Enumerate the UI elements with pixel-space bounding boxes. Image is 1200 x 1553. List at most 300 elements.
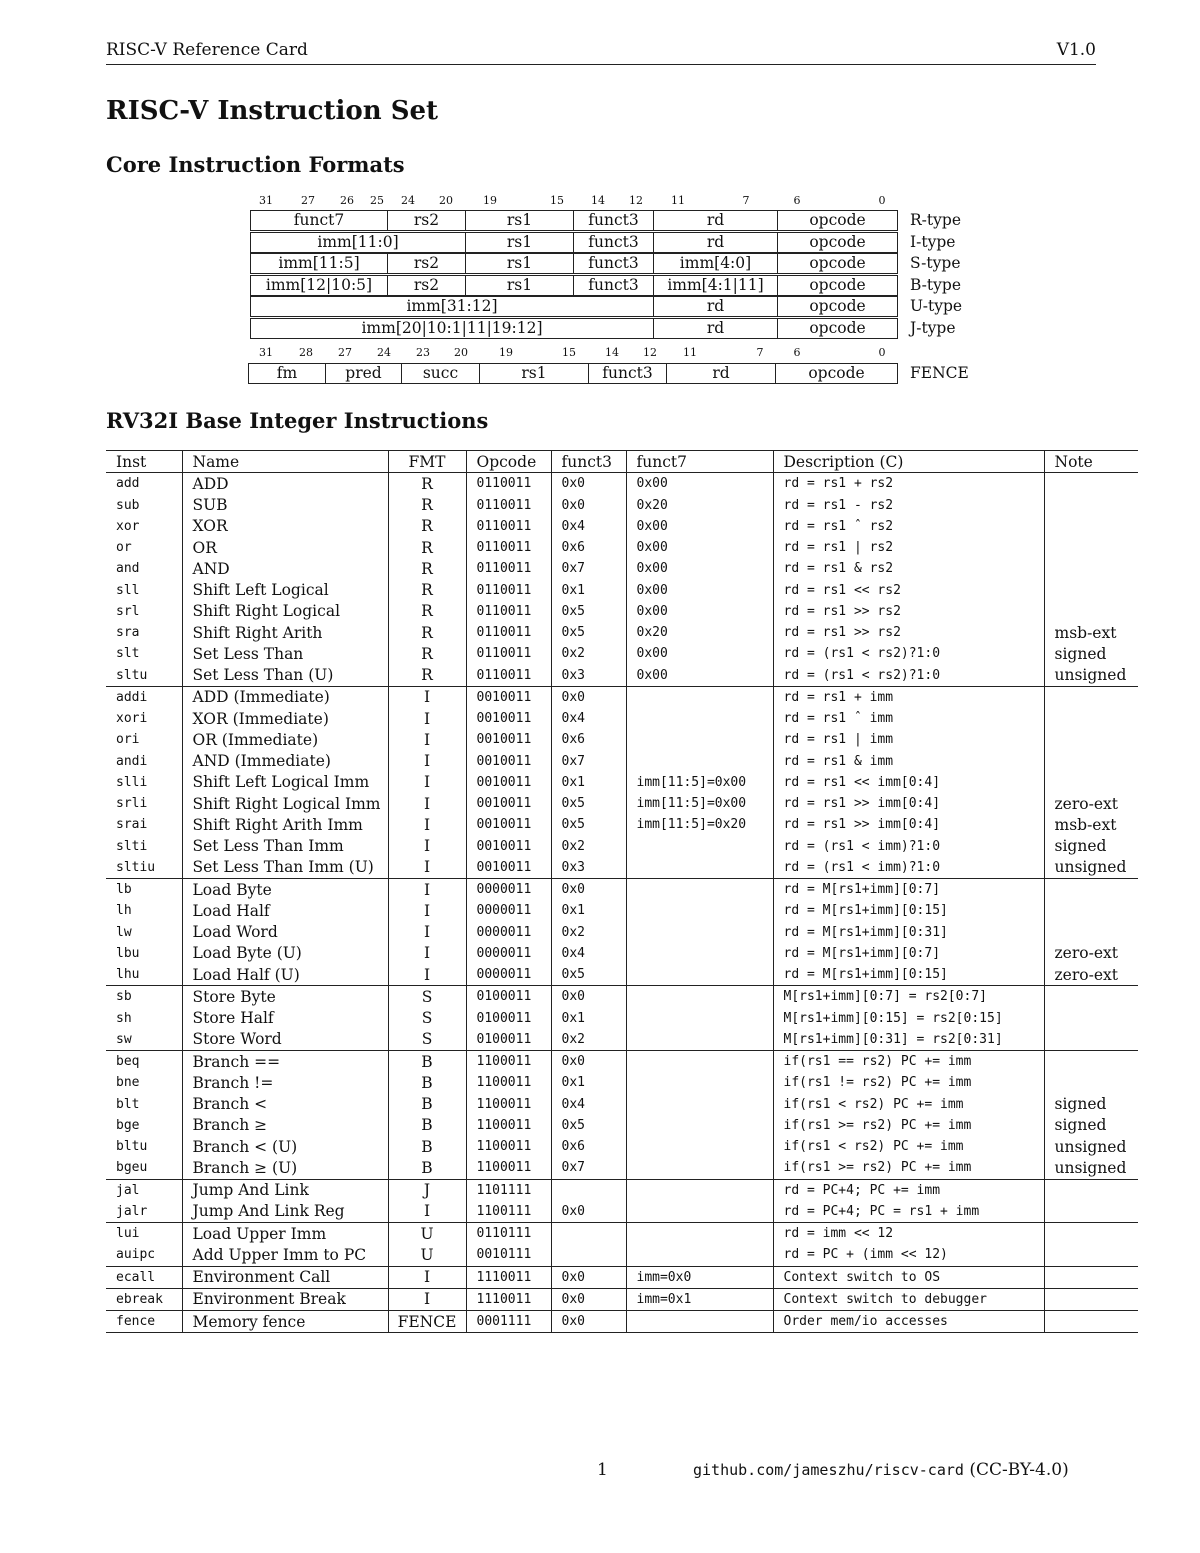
cell-f7 bbox=[626, 729, 773, 750]
cell-op: 0010011 bbox=[466, 857, 551, 879]
cell-name: Shift Right Logical Imm bbox=[182, 793, 388, 814]
cell-f7 bbox=[626, 836, 773, 857]
cell-desc: rd = rs1 >> imm[0:4] bbox=[773, 793, 1044, 814]
header-title: RISC-V Reference Card bbox=[106, 40, 308, 60]
cell-name: ADD bbox=[182, 473, 388, 495]
cell-f7: 0x00 bbox=[626, 558, 773, 579]
cell-f3: 0x1 bbox=[551, 1008, 626, 1029]
cell-note: msb-ext bbox=[1044, 622, 1138, 643]
cell-fmt: I bbox=[388, 1201, 466, 1223]
cell-name: Branch != bbox=[182, 1072, 388, 1093]
table-row bbox=[106, 1072, 1138, 1093]
cell-desc: rd = (rs1 < rs2)?1:0 bbox=[773, 665, 1044, 687]
cell-desc: M[rs1+imm][0:7] = rs2[0:7] bbox=[773, 986, 1044, 1008]
cell-note: unsigned bbox=[1044, 857, 1138, 879]
cell-f7: 0x00 bbox=[626, 516, 773, 537]
bit-label: 6 bbox=[793, 346, 801, 359]
cell-desc: rd = imm << 12 bbox=[773, 1223, 1044, 1245]
format-row-i-type bbox=[250, 232, 897, 253]
bit-label: 24 bbox=[401, 194, 415, 207]
cell-name: Store Byte bbox=[182, 986, 388, 1008]
cell-name: Load Upper Imm bbox=[182, 1223, 388, 1245]
cell-inst: srai bbox=[116, 817, 148, 833]
bit-labels-fence bbox=[0, 346, 1200, 362]
format-field: rs1 bbox=[465, 232, 574, 253]
format-row-s-type bbox=[250, 253, 897, 274]
cell-inst: sltu bbox=[116, 667, 148, 683]
cell-note bbox=[1044, 1244, 1138, 1266]
cell-f3: 0x7 bbox=[551, 1157, 626, 1179]
cell-f3: 0x2 bbox=[551, 836, 626, 857]
table-row bbox=[106, 708, 1138, 729]
table-row bbox=[106, 495, 1138, 516]
cell-inst: fence bbox=[106, 1311, 182, 1333]
cell-op: 0110011 bbox=[466, 622, 551, 643]
table-row bbox=[106, 879, 1138, 901]
cell-op: 0000011 bbox=[466, 879, 551, 901]
fence-format-label: FENCE bbox=[910, 364, 969, 382]
cell-fmt: I bbox=[388, 814, 466, 835]
cell-desc: rd = rs1 ˆ imm bbox=[773, 708, 1044, 729]
cell-fmt: S bbox=[388, 986, 466, 1008]
bit-label: 19 bbox=[483, 194, 497, 207]
cell-f7: 0x00 bbox=[626, 580, 773, 601]
cell-inst: and bbox=[116, 561, 140, 577]
cell-note: unsigned bbox=[1044, 1136, 1138, 1157]
bit-label: 7 bbox=[742, 194, 750, 207]
cell-desc: rd = rs1 & imm bbox=[773, 751, 1044, 772]
cell-op: 0110011 bbox=[466, 580, 551, 601]
cell-note bbox=[1044, 1051, 1138, 1073]
table-row bbox=[106, 622, 1138, 643]
cell-inst: srli bbox=[116, 796, 148, 812]
cell-f3: 0x3 bbox=[551, 857, 626, 879]
cell-fmt: B bbox=[388, 1094, 466, 1115]
cell-f3 bbox=[551, 1179, 626, 1201]
column-header-f7: funct7 bbox=[626, 451, 773, 473]
cell-desc: rd = rs1 + rs2 bbox=[773, 473, 1044, 495]
cell-name: OR bbox=[182, 537, 388, 558]
cell-note bbox=[1044, 900, 1138, 921]
cell-note bbox=[1044, 1072, 1138, 1093]
cell-note: signed bbox=[1044, 836, 1138, 857]
cell-op: 0000011 bbox=[466, 900, 551, 921]
cell-desc: rd = rs1 >> rs2 bbox=[773, 601, 1044, 622]
footer-url: github.com/jameszhu/riscv-card bbox=[693, 1461, 964, 1479]
table-row bbox=[106, 1008, 1138, 1029]
cell-f7 bbox=[626, 986, 773, 1008]
column-header-inst: Inst bbox=[106, 451, 182, 473]
cell-name: Load Byte bbox=[182, 879, 388, 901]
cell-inst: blt bbox=[116, 1096, 140, 1112]
bit-label: 12 bbox=[629, 194, 643, 207]
fence-field: succ bbox=[401, 363, 480, 384]
table-row bbox=[106, 857, 1138, 879]
format-field: imm[4:0] bbox=[653, 253, 778, 274]
cell-name: Branch < bbox=[182, 1094, 388, 1115]
cell-fmt: FENCE bbox=[388, 1311, 466, 1333]
cell-f3: 0x1 bbox=[551, 900, 626, 921]
cell-desc: rd = PC+4; PC += imm bbox=[773, 1179, 1044, 1201]
bit-label: 11 bbox=[671, 194, 685, 207]
cell-op: 0100011 bbox=[466, 1029, 551, 1051]
table-row bbox=[106, 1266, 1138, 1288]
bit-label: 31 bbox=[259, 194, 273, 207]
cell-op: 0110011 bbox=[466, 473, 551, 495]
cell-note bbox=[1044, 580, 1138, 601]
cell-fmt: I bbox=[388, 793, 466, 814]
cell-op: 0110011 bbox=[466, 643, 551, 664]
cell-inst: xori bbox=[116, 711, 148, 727]
cell-note bbox=[1044, 495, 1138, 516]
cell-f7: 0x00 bbox=[626, 643, 773, 664]
table-row bbox=[106, 537, 1138, 558]
cell-fmt: U bbox=[388, 1244, 466, 1266]
table-row bbox=[106, 1201, 1138, 1223]
table-row bbox=[106, 1115, 1138, 1136]
column-header-desc: Description (C) bbox=[773, 451, 1044, 473]
cell-name: Set Less Than Imm bbox=[182, 836, 388, 857]
cell-desc: rd = rs1 ˆ rs2 bbox=[773, 516, 1044, 537]
cell-fmt: R bbox=[388, 495, 466, 516]
table-row bbox=[106, 1223, 1138, 1245]
cell-note bbox=[1044, 1179, 1138, 1201]
format-field: rd bbox=[653, 210, 778, 231]
cell-f7 bbox=[626, 1311, 773, 1333]
format-field: imm[11:0] bbox=[250, 232, 466, 253]
cell-f7 bbox=[626, 751, 773, 772]
cell-inst: or bbox=[116, 540, 132, 556]
cell-note bbox=[1044, 879, 1138, 901]
cell-f7 bbox=[626, 943, 773, 964]
cell-op: 0110011 bbox=[466, 558, 551, 579]
table-header-row bbox=[106, 451, 1138, 473]
format-field: opcode bbox=[777, 318, 898, 339]
cell-desc: rd = rs1 << rs2 bbox=[773, 580, 1044, 601]
bit-label: 20 bbox=[439, 194, 453, 207]
cell-f3: 0x0 bbox=[551, 1311, 626, 1333]
cell-f3: 0x1 bbox=[551, 772, 626, 793]
cell-desc: Context switch to OS bbox=[773, 1266, 1044, 1288]
cell-name: Set Less Than bbox=[182, 643, 388, 664]
cell-desc: Context switch to debugger bbox=[773, 1288, 1044, 1310]
cell-fmt: U bbox=[388, 1223, 466, 1245]
cell-f3: 0x4 bbox=[551, 516, 626, 537]
cell-desc: M[rs1+imm][0:15] = rs2[0:15] bbox=[773, 1008, 1044, 1029]
cell-desc: rd = rs1 & rs2 bbox=[773, 558, 1044, 579]
cell-f7 bbox=[626, 900, 773, 921]
format-type-label: B-type bbox=[910, 275, 961, 294]
formats-heading: Core Instruction Formats bbox=[106, 152, 405, 177]
table-row bbox=[106, 1311, 1138, 1333]
cell-f3: 0x5 bbox=[551, 964, 626, 986]
fence-field: pred bbox=[325, 363, 402, 384]
cell-inst: jal bbox=[106, 1179, 182, 1201]
cell-inst: lui bbox=[106, 1223, 182, 1245]
bit-label: 20 bbox=[454, 346, 468, 359]
format-type-label: U-type bbox=[910, 297, 963, 316]
fence-field: fm bbox=[248, 363, 326, 384]
bit-label: 14 bbox=[591, 194, 605, 207]
cell-f7 bbox=[626, 1051, 773, 1073]
table-row bbox=[106, 665, 1138, 687]
cell-op: 1100011 bbox=[466, 1094, 551, 1115]
page-number: 1 bbox=[597, 1460, 608, 1480]
cell-f3: 0x0 bbox=[551, 1051, 626, 1073]
cell-fmt: I bbox=[388, 1266, 466, 1288]
column-header-f3: funct3 bbox=[551, 451, 626, 473]
cell-desc: if(rs1 < rs2) PC += imm bbox=[773, 1136, 1044, 1157]
bit-label: 12 bbox=[643, 346, 657, 359]
cell-f7: imm=0x0 bbox=[626, 1266, 773, 1288]
cell-name: AND bbox=[182, 558, 388, 579]
cell-f3: 0x5 bbox=[551, 1115, 626, 1136]
cell-f3: 0x0 bbox=[551, 686, 626, 708]
bit-label: 6 bbox=[793, 194, 801, 207]
cell-name: Load Half (U) bbox=[182, 964, 388, 986]
table-row bbox=[106, 751, 1138, 772]
format-type-label: J-type bbox=[910, 319, 956, 337]
cell-desc: rd = M[rs1+imm][0:15] bbox=[773, 900, 1044, 921]
cell-fmt: R bbox=[388, 622, 466, 643]
cell-op: 0000011 bbox=[466, 943, 551, 964]
cell-inst: bgeu bbox=[116, 1160, 148, 1176]
format-row-u-type bbox=[250, 296, 897, 317]
cell-f7: 0x00 bbox=[626, 601, 773, 622]
cell-desc: if(rs1 == rs2) PC += imm bbox=[773, 1051, 1044, 1073]
cell-f7 bbox=[626, 1201, 773, 1223]
table-row bbox=[106, 580, 1138, 601]
cell-note bbox=[1044, 1008, 1138, 1029]
cell-f3: 0x7 bbox=[551, 558, 626, 579]
cell-f3: 0x7 bbox=[551, 751, 626, 772]
cell-fmt: R bbox=[388, 537, 466, 558]
cell-inst: lhu bbox=[116, 967, 140, 983]
cell-inst: addi bbox=[106, 686, 182, 708]
cell-f3 bbox=[551, 1244, 626, 1266]
cell-f3: 0x0 bbox=[551, 1201, 626, 1223]
table-row bbox=[106, 601, 1138, 622]
cell-inst: beq bbox=[106, 1051, 182, 1073]
bit-label: 19 bbox=[499, 346, 513, 359]
cell-note bbox=[1044, 516, 1138, 537]
cell-f3: 0x2 bbox=[551, 1029, 626, 1051]
bit-label: 26 bbox=[340, 194, 354, 207]
bit-label: 0 bbox=[878, 194, 886, 207]
cell-desc: rd = rs1 >> rs2 bbox=[773, 622, 1044, 643]
cell-desc: if(rs1 != rs2) PC += imm bbox=[773, 1072, 1044, 1093]
cell-f3: 0x5 bbox=[551, 601, 626, 622]
footer-source bbox=[693, 1460, 1069, 1480]
cell-name: Set Less Than Imm (U) bbox=[182, 857, 388, 879]
cell-fmt: R bbox=[388, 580, 466, 601]
cell-fmt: I bbox=[388, 686, 466, 708]
format-field: imm[31:12] bbox=[250, 296, 654, 317]
table-row bbox=[106, 558, 1138, 579]
cell-name: Store Half bbox=[182, 1008, 388, 1029]
cell-f7 bbox=[626, 1179, 773, 1201]
cell-op: 0001111 bbox=[466, 1311, 551, 1333]
cell-note bbox=[1044, 1223, 1138, 1245]
bit-label: 25 bbox=[370, 194, 384, 207]
cell-desc: if(rs1 >= rs2) PC += imm bbox=[773, 1157, 1044, 1179]
cell-desc: rd = rs1 + imm bbox=[773, 686, 1044, 708]
cell-name: Shift Right Arith bbox=[182, 622, 388, 643]
cell-name: SUB bbox=[182, 495, 388, 516]
cell-f3: 0x6 bbox=[551, 537, 626, 558]
cell-inst: lh bbox=[116, 903, 132, 919]
format-field: rs1 bbox=[465, 275, 574, 296]
cell-note: signed bbox=[1044, 1094, 1138, 1115]
column-header-note: Note bbox=[1044, 451, 1138, 473]
format-field: opcode bbox=[777, 210, 898, 231]
cell-note bbox=[1044, 1029, 1138, 1051]
cell-note bbox=[1044, 601, 1138, 622]
cell-desc: rd = M[rs1+imm][0:31] bbox=[773, 922, 1044, 943]
cell-fmt: B bbox=[388, 1051, 466, 1073]
cell-name: Set Less Than (U) bbox=[182, 665, 388, 687]
cell-f3: 0x0 bbox=[551, 986, 626, 1008]
cell-note bbox=[1044, 729, 1138, 750]
cell-note bbox=[1044, 751, 1138, 772]
cell-op: 0110011 bbox=[466, 495, 551, 516]
cell-name: Store Word bbox=[182, 1029, 388, 1051]
cell-inst: bge bbox=[116, 1117, 140, 1133]
cell-note: zero-ext bbox=[1044, 964, 1138, 986]
cell-f3 bbox=[551, 1223, 626, 1245]
cell-fmt: R bbox=[388, 473, 466, 495]
table-row bbox=[106, 1244, 1138, 1266]
cell-note bbox=[1044, 1311, 1138, 1333]
cell-op: 0010011 bbox=[466, 836, 551, 857]
format-field: rd bbox=[653, 232, 778, 253]
bit-labels-top bbox=[0, 194, 1200, 210]
bit-label: 14 bbox=[605, 346, 619, 359]
format-field: opcode bbox=[777, 296, 898, 317]
cell-name: Shift Left Logical Imm bbox=[182, 772, 388, 793]
cell-f7 bbox=[626, 1008, 773, 1029]
cell-inst: bne bbox=[116, 1075, 140, 1091]
format-field: imm[12|10:5] bbox=[250, 275, 388, 296]
cell-name: Branch < (U) bbox=[182, 1136, 388, 1157]
table-row bbox=[106, 1094, 1138, 1115]
cell-f3: 0x0 bbox=[551, 1288, 626, 1310]
cell-note: msb-ext bbox=[1044, 814, 1138, 835]
format-field: imm[4:1|11] bbox=[653, 275, 778, 296]
cell-f7 bbox=[626, 857, 773, 879]
cell-note bbox=[1044, 1288, 1138, 1310]
cell-note bbox=[1044, 537, 1138, 558]
cell-note bbox=[1044, 922, 1138, 943]
page-title: RISC-V Instruction Set bbox=[106, 96, 439, 126]
cell-inst: add bbox=[116, 476, 140, 492]
cell-op: 1101111 bbox=[466, 1179, 551, 1201]
cell-name: Load Word bbox=[182, 922, 388, 943]
cell-desc: rd = rs1 >> imm[0:4] bbox=[773, 814, 1044, 835]
table-row bbox=[106, 1288, 1138, 1310]
format-field: rs2 bbox=[387, 275, 466, 296]
cell-inst: jalr bbox=[116, 1203, 148, 1219]
cell-f3: 0x4 bbox=[551, 943, 626, 964]
cell-inst: lw bbox=[116, 924, 132, 940]
cell-inst: sltiu bbox=[116, 859, 156, 875]
cell-name: ADD (Immediate) bbox=[182, 686, 388, 708]
format-field: rs2 bbox=[387, 210, 466, 231]
cell-f3: 0x0 bbox=[551, 1266, 626, 1288]
cell-desc: rd = M[rs1+imm][0:7] bbox=[773, 943, 1044, 964]
format-field: funct3 bbox=[573, 275, 654, 296]
cell-desc: rd = (rs1 < imm)?1:0 bbox=[773, 836, 1044, 857]
cell-desc: rd = PC + (imm << 12) bbox=[773, 1244, 1044, 1266]
table-row bbox=[106, 943, 1138, 964]
cell-f7 bbox=[626, 1244, 773, 1266]
cell-note bbox=[1044, 473, 1138, 495]
cell-op: 0010011 bbox=[466, 793, 551, 814]
cell-fmt: R bbox=[388, 516, 466, 537]
format-field: rd bbox=[653, 318, 778, 339]
cell-op: 1110011 bbox=[466, 1266, 551, 1288]
cell-f7: 0x00 bbox=[626, 537, 773, 558]
cell-name: Jump And Link Reg bbox=[182, 1201, 388, 1223]
format-field: opcode bbox=[777, 275, 898, 296]
cell-f3: 0x0 bbox=[551, 879, 626, 901]
cell-f3: 0x1 bbox=[551, 580, 626, 601]
cell-f3: 0x5 bbox=[551, 814, 626, 835]
cell-inst: andi bbox=[116, 753, 148, 769]
bit-label: 27 bbox=[338, 346, 352, 359]
table-row bbox=[106, 1029, 1138, 1051]
cell-desc: rd = (rs1 < imm)?1:0 bbox=[773, 857, 1044, 879]
cell-f7: imm[11:5]=0x20 bbox=[626, 814, 773, 835]
cell-f7 bbox=[626, 964, 773, 986]
cell-f3: 0x4 bbox=[551, 708, 626, 729]
fence-format bbox=[248, 363, 897, 384]
cell-fmt: I bbox=[388, 729, 466, 750]
table-row bbox=[106, 793, 1138, 814]
cell-op: 1100011 bbox=[466, 1072, 551, 1093]
cell-f3: 0x6 bbox=[551, 729, 626, 750]
cell-f7: 0x00 bbox=[626, 473, 773, 495]
fence-field: rd bbox=[666, 363, 776, 384]
cell-desc: Order mem/io accesses bbox=[773, 1311, 1044, 1333]
cell-note: signed bbox=[1044, 1115, 1138, 1136]
cell-inst: sra bbox=[116, 625, 140, 641]
cell-op: 0010011 bbox=[466, 772, 551, 793]
table-row bbox=[106, 473, 1138, 495]
cell-name: Branch ≥ (U) bbox=[182, 1157, 388, 1179]
cell-fmt: S bbox=[388, 1008, 466, 1029]
cell-inst: sh bbox=[116, 1010, 132, 1026]
bit-label: 15 bbox=[562, 346, 576, 359]
format-type-label: R-type bbox=[910, 211, 961, 229]
cell-op: 1100111 bbox=[466, 1201, 551, 1223]
cell-fmt: I bbox=[388, 943, 466, 964]
cell-f7 bbox=[626, 1072, 773, 1093]
cell-op: 1100011 bbox=[466, 1115, 551, 1136]
cell-op: 1100011 bbox=[466, 1136, 551, 1157]
cell-name: AND (Immediate) bbox=[182, 751, 388, 772]
format-field: imm[11:5] bbox=[250, 253, 388, 274]
bit-label: 27 bbox=[301, 194, 315, 207]
cell-f7 bbox=[626, 1029, 773, 1051]
cell-note bbox=[1044, 558, 1138, 579]
cell-inst: ecall bbox=[106, 1266, 182, 1288]
cell-op: 0110011 bbox=[466, 601, 551, 622]
cell-fmt: I bbox=[388, 922, 466, 943]
cell-inst: lbu bbox=[116, 945, 140, 961]
cell-note bbox=[1044, 686, 1138, 708]
cell-inst: auipc bbox=[116, 1247, 156, 1263]
